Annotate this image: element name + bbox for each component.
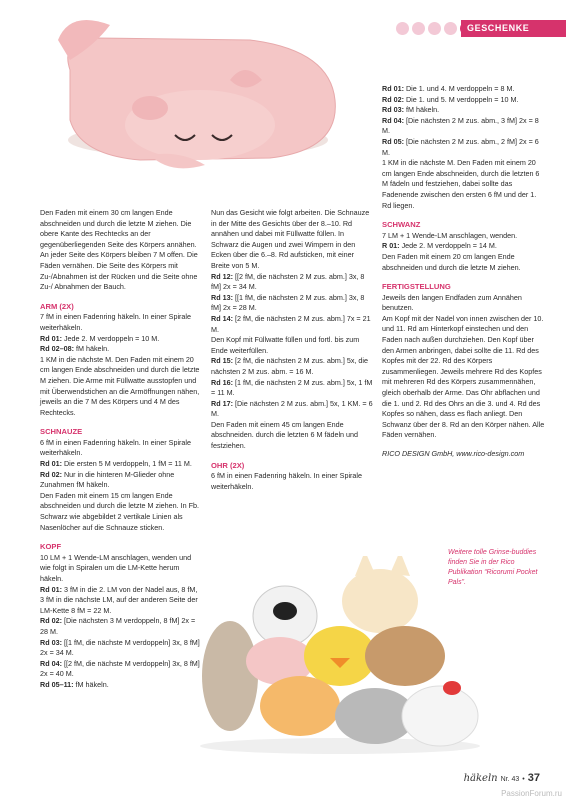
round-line: Rd 12: [[2 fM, die nächsten 2 M zus. abm.] 3x, 8 fM] 2x = 34 M.	[211, 271, 365, 292]
magazine-brand: häkeln	[463, 773, 498, 784]
round-line: Rd 03: [[1 fM, die nächste M verdoppeln] 3x, 8 fM] 2x = 34 M.	[40, 637, 200, 658]
body-text: 7 fM in einen Fadenring häkeln. In einer Spirale weiterhäkeln.	[40, 312, 192, 332]
section-tag: GESCHENKE	[461, 20, 566, 37]
column-1	[40, 208, 200, 691]
body-text: Den Faden mit einem 30 cm langen Ende abschneiden und durch die letzte M ziehen. Die obere Kante des Rechtecks an der gegenüberliegenden Seite des Körpers annähen. An jeder Seite des Körpers bleiben 7 M offen. Die Fäden vernähen. Die Seite des Körpers mit Zu-/Abnahmen ist der Rücken und die Seite ohne Zu-/ Abnahmen der Bauch.	[40, 208, 198, 292]
body-text: Den Kopf mit Füllwatte füllen und fortl. bis zum Ende weiterfüllen.	[211, 335, 360, 355]
section-dot	[396, 22, 409, 35]
round-line: Rd 17: [Die nächsten 2 M zus. abm.] 5x, 1 KM. = 6 M.	[211, 398, 373, 419]
body-text: 1 KM in die nächste M. Den Faden mit einem 20 cm langen Ende abschneiden, durch die letzten 6 M fädeln und festziehen, dabei sollte das Fadenende zwischen den ersten 6 fM und der 1. Rd liegen.	[382, 158, 540, 210]
round-line: Rd 16: [1 fM, die nächsten 2 M zus. abm.] 5x, 1 fM = 11 M.	[211, 377, 373, 398]
page-footer	[464, 772, 540, 784]
round-line: Rd 14: [2 fM, die nächsten 2 M zus. abm.] 7x = 21 M.	[211, 313, 371, 334]
watermark: PassionForum.ru	[501, 789, 562, 798]
credit-line: RICO DESIGN GmbH, www.rico-design.com	[382, 449, 525, 458]
round-line: Rd 02: Nur in die hinteren M-Glieder ohne Zunahmen fM häkeln.	[40, 469, 175, 490]
body-text: Am Kopf mit der Nadel von innen zwischen der 10. und 11. Rd am Hinterkopf einstechen und den Faden nach außen durchziehen. Den Kopf über den Armen anbringen, dabei sollte die 11. Rd des Kopfes mit der 22. Rd des Körpers zusammenliegen. Jeweils mehrere Rd des Kopfes mit mehreren Rd des Körpers zusammennähen, gleich oberhalb der Arme. Das Ohr abflachen und die 1. und 2. Rd des Ohrs an die 3. und 4. Rd des Kopfes so nähen, dass es flach anliegt. Den Schwanz über der 8. Rd an den Körper nähen. Alle Fäden vernähen.	[382, 313, 545, 440]
heading-schwanz: SCHWANZ	[382, 220, 421, 230]
heading-kopf: KOPF	[40, 542, 62, 552]
body-text: Den Faden mit einem 20 cm langen Ende abschneiden und durch die letzte M ziehen.	[382, 251, 521, 272]
round-line: Rd 03: fM häkeln.	[382, 105, 440, 115]
heading-schnauze: SCHNAUZE	[40, 427, 83, 437]
section-dot	[428, 22, 441, 35]
round-line: Rd 01: Die 1. und 4. M verdoppeln = 8 M.	[382, 84, 515, 93]
toy-group	[200, 556, 480, 754]
heading-ohr: OHR (2X)	[211, 460, 245, 470]
footer-bullet: •	[522, 776, 525, 783]
heading-fertigstellung: FERTIGSTELLUNG	[382, 282, 451, 292]
body-text: 10 LM + 1 Wende-LM anschlagen, wenden und wie folgt in Spiralen um die LM-Kette herum häkeln.	[40, 552, 192, 583]
issue-number: Nr. 43	[500, 776, 520, 783]
pig-toy	[58, 20, 335, 168]
body-text: Den Faden mit einem 45 cm langen Ende abschneiden. durch die letzten 6 M fädeln und festziehen.	[211, 419, 359, 451]
round-line: Rd 02–08: fM häkeln.	[40, 344, 110, 354]
body-text: Jeweils den langen Endfaden zum Annähen benutzen.	[382, 292, 522, 313]
body-text: Nun das Gesicht wie folgt arbeiten. Die Schnauze in der Mitte des Gesichts über der 8.–10. Rd annähen und dabei mit Füllwatte füllen. In Schwarz die Augen und zwei Wimpern in den Ecken über die 6.–8. Rd aufsticken, mit einer Breite von 5 M.	[211, 208, 370, 270]
round-line: Rd 04: [[2 fM, die nächste M verdoppeln] 3x, 8 fM] 2x = 40 M.	[40, 658, 200, 679]
body-text: Den Faden mit einem 15 cm langen Ende abschneiden und durch die letzte M ziehen. In Fb. Schwarz wie abgebildet 2 vertikale Linien als Nasenlöcher auf die Schnauze sticken.	[40, 490, 200, 532]
round-line: Rd 01: Jede 2. M verdoppeln = 10 M.	[40, 333, 160, 343]
round-line: Rd 05: [Die nächsten 2 M zus. abm., 2 fM] 2x = 6 M.	[382, 136, 539, 157]
column-3	[382, 84, 546, 460]
round-line: Rd 13: [[1 fM, die nächsten 2 M zus. abm.] 3x, 8 fM] 2x = 28 M.	[211, 292, 365, 313]
round-line: Rd 01: 3 fM in die 2. LM von der Nadel aus, 8 fM, 3 fM in die nächste LM, auf der anderen Seite der LM-Kette 8 fM = 22 M.	[40, 584, 198, 615]
page-number: 37	[527, 772, 540, 784]
heading-arm: ARM (2X)	[40, 301, 74, 311]
body-text: 7 LM + 1 Wende-LM anschlagen, wenden.	[382, 230, 518, 240]
round-line: Rd 04: [Die nächsten 2 M zus. abm., 3 fM] 2x = 8 M.	[382, 115, 539, 136]
pig-photo	[0, 0, 385, 208]
section-dot	[444, 22, 457, 35]
round-line: Rd 15: [2 fM, die nächsten 2 M zus. abm.] 5x, die nächsten 2 M zus. abm. = 16 M.	[211, 356, 368, 376]
round-line: Rd 02: Die 1. und 5. M verdoppeln = 10 M.	[382, 94, 519, 104]
body-text: 1 KM in die nächste M. Den Faden mit einem 20 cm langen Ende abschneiden und durch die letzte M ziehen. Die Arme mit Füllwatte ausstopfen und mit Überwendstichen an die Armöffnungen nähen, jeweils an die 7 M des Körpers und 4 M des Rechtecks.	[40, 354, 200, 417]
section-dot	[412, 22, 425, 35]
body-text: 6 fM in einen Fadenring häkeln. In einer Spirale weiterhäkeln.	[40, 437, 192, 458]
column-2	[211, 208, 373, 492]
photo-caption: Weitere tolle Grinse-buddies finden Sie in der Rico Publikation “Ricorumi Pocket Pals”.	[448, 549, 538, 586]
toys-photo	[190, 556, 490, 756]
body-text: 6 fM in einen Fadenring häkeln. In einer Spirale weiterhäkeln.	[211, 471, 363, 491]
round-line: Rd 02: [Die nächsten 3 M verdoppeln, 8 fM] 2x = 28 M.	[40, 616, 196, 636]
round-line: Rd 01: Die ersten 5 M verdoppeln, 1 fM = 11 M.	[40, 459, 192, 469]
round-line: R 01: Jede 2. M verdoppeln = 14 M.	[382, 241, 497, 251]
round-line: Rd 05–11: fM häkeln.	[40, 679, 109, 689]
